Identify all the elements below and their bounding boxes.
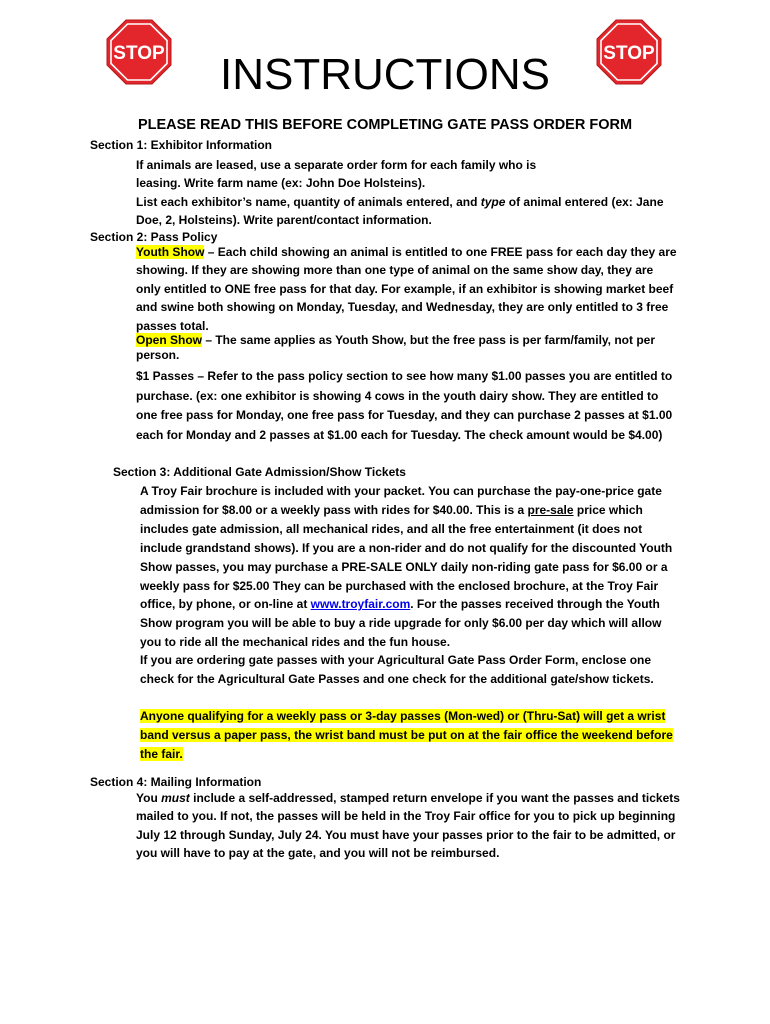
- section2-heading: Section 2: Pass Policy: [90, 230, 218, 244]
- text-run: You: [136, 791, 162, 805]
- text-run: – The same applies as Youth Show, but the free pass is per farm/family, not per person.: [136, 333, 656, 362]
- troyfair-link[interactable]: www.troyfair.com: [310, 597, 411, 612]
- stop-sign-text: STOP: [603, 43, 655, 64]
- section1-paragraph-1: If animals are leased, use a separate order form for each family who is leasing. Write farm name (ex: John Doe Holsteins).: [136, 158, 537, 191]
- youth-show-label: Youth Show: [136, 245, 205, 259]
- italic-text: must: [161, 791, 190, 805]
- presale-underlined: pre-sale: [527, 502, 574, 517]
- section1-heading: Section 1: Exhibitor Information: [90, 138, 273, 152]
- section4-heading: Section 4: Mailing Information: [90, 775, 262, 789]
- text-run: price which includes gate admission, all mechanical rides, and all the free entertainment (it does not include grandstand shows). If you are a non-rider and do not qualify for the discounted Youth Show passes, you may purchase a PRE-SALE ONLY daily non-riding gate pass for $6.00 or a weekly pass for $25.00 They can be purchased with the enclosed brochure, at the Troy Fair office, by phone, or on-line at: [140, 502, 673, 612]
- text-run: List each exhibitor’s name, quantity of animals entered, and: [136, 195, 481, 209]
- section2-dollar-passes: $1 Passes – Refer to the pass policy section to see how many $1.00 passes you are entitled to purchase. (ex: one exhibitor is showing 4 cows in the youth dairy show. They are entitled to one free pass for Monday, one free pass for Tuesday, and they can purchase 2 passes at $1.00 each for Monday and 2 passes at $1.00 each for Tuesday. The check amount would be $4.00): [136, 369, 673, 442]
- italic-text: type: [480, 195, 506, 209]
- text-run: A Troy Fair brochure is included with your packet. You can purchase the pay-one-price gate admission for $8.00 or a weekly pass with rides for $40.00. This is a: [140, 484, 662, 517]
- section3-paragraph-3: [140, 707, 685, 764]
- highlighted-text: Anyone qualifying for a weekly pass or 3-day passes (Mon-wed) or (Thru-Sat) will get a wrist band versus a paper pass, the wrist band must be put on at the fair office the weekend before the fair.: [140, 709, 673, 761]
- text-run: . For the passes received through the Youth Show program you will be able to buy a ride upgrade for only $6.00 per day which will allow you to ride all the mechanical rides and the fun house.: [140, 597, 662, 650]
- section3-heading: Section 3: Additional Gate Admission/Show Tickets: [113, 465, 406, 479]
- section1-paragraph-2: [136, 193, 666, 230]
- text-run: include a self-addressed, stamped return envelope if you want the passes and tickets mailed to you. If not, the passes will be held in the Troy Fair office for you to pick up beginning July 12 through Sunday, July 24. You must have your passes prior to the fair to be admitted, or you will have to pay at the gate, and you will not be reimbursed.: [136, 791, 680, 861]
- stop-sign-text: STOP: [113, 43, 165, 64]
- open-show-label: Open Show: [136, 333, 202, 347]
- section2-open-show: [136, 333, 671, 363]
- section4-paragraph-1: [136, 789, 684, 863]
- page-subtitle: PLEASE READ THIS BEFORE COMPLETING GATE PASS ORDER FORM: [137, 117, 633, 133]
- text-run: of animal entered (ex: Jane Doe, 2, Holsteins). Write parent/contact information.: [136, 195, 664, 228]
- section2-youth-show: [136, 243, 681, 335]
- section3-paragraph-2: If you are ordering gate passes with your Agricultural Gate Pass Order Form, enclose one check for the Agricultural Gate Passes and one check for the additional gate/show tickets.: [140, 653, 654, 686]
- text-run: – Each child showing an animal is entitled to one FREE pass for each day they are showing. If they are showing more than one type of animal on the same show day, they are only entitled to ONE free pass for that day. For example, if an exhibitor is showing market beef and swine both showing on Monday, Tuesday, and Wednesday, they are only entitled to 3 free passes total.: [136, 245, 677, 333]
- section3-paragraph-1: [140, 482, 685, 652]
- page-title: INSTRUCTIONS: [220, 50, 550, 99]
